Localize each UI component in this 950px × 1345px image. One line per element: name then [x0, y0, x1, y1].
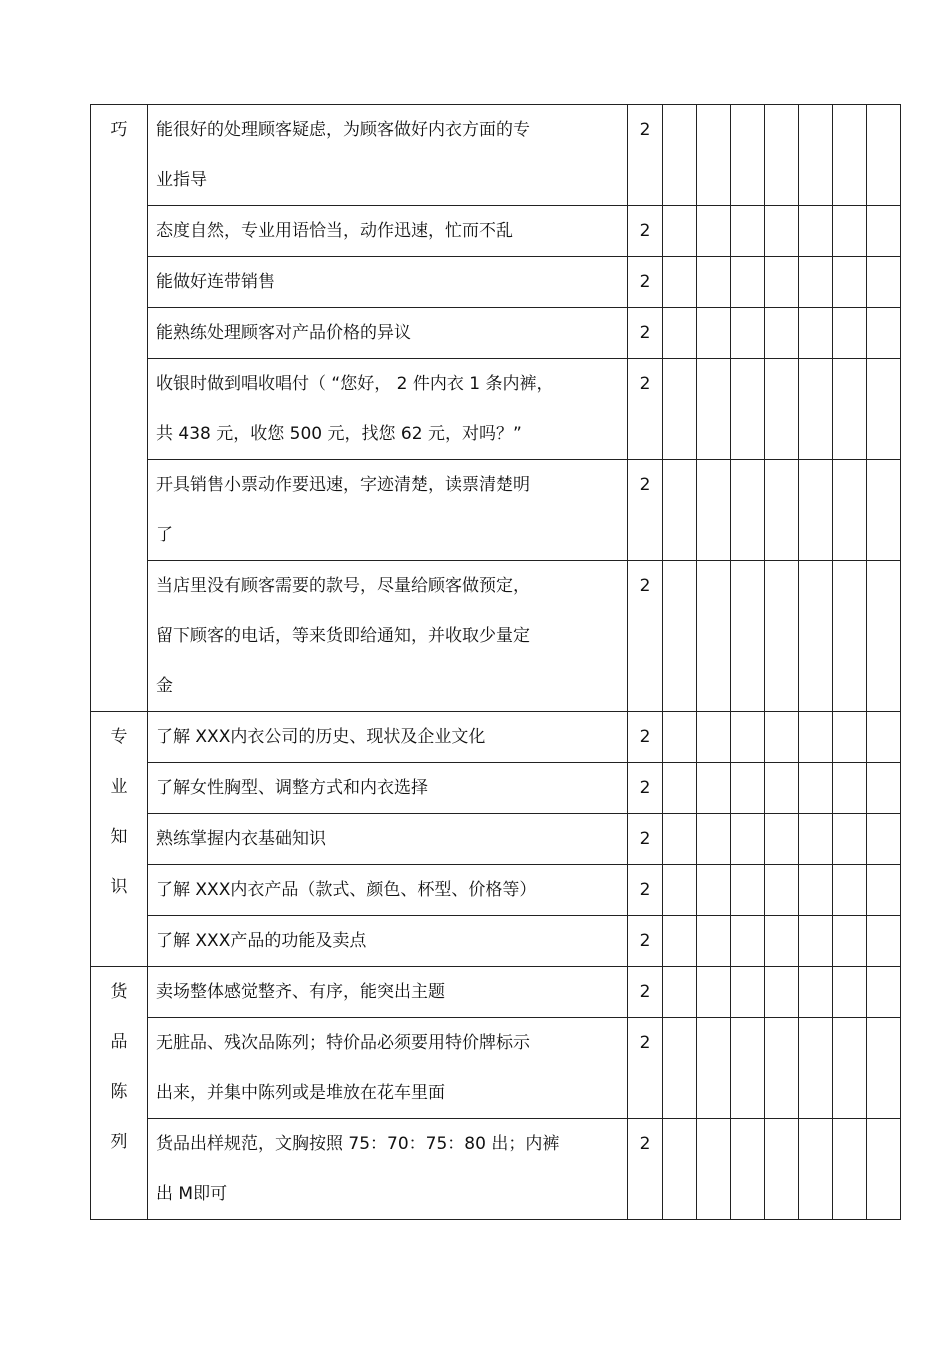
rating-cell[interactable] — [731, 865, 765, 916]
rating-cell[interactable] — [833, 308, 867, 359]
rating-cell[interactable] — [765, 206, 799, 257]
criteria-cell — [148, 308, 628, 359]
rating-cell[interactable] — [663, 359, 697, 460]
score-cell: 2 — [628, 712, 663, 763]
rating-cell[interactable] — [731, 1119, 765, 1220]
rating-cell[interactable] — [799, 1119, 833, 1220]
rating-cell[interactable] — [697, 359, 731, 460]
score-cell: 2 — [628, 967, 663, 1018]
rating-cell[interactable] — [833, 865, 867, 916]
rating-cell[interactable] — [799, 712, 833, 763]
rating-cell[interactable] — [833, 105, 867, 206]
criteria-text: 了 — [156, 525, 173, 545]
rating-cell[interactable] — [867, 763, 901, 814]
criteria-text: 金 — [156, 676, 173, 696]
rating-cell[interactable] — [867, 865, 901, 916]
evaluation-table — [90, 104, 901, 1220]
rating-cell[interactable] — [731, 967, 765, 1018]
rating-cell[interactable] — [765, 865, 799, 916]
rating-cell[interactable] — [697, 865, 731, 916]
category-char: 列 — [110, 1132, 128, 1152]
table-row — [91, 257, 901, 308]
rating-cell[interactable] — [867, 1018, 901, 1119]
criteria-text: 当店里没有顾客需要的款号，尽量给顾客做预定， — [156, 576, 530, 596]
rating-cell[interactable] — [731, 763, 765, 814]
rating-cell[interactable] — [833, 359, 867, 460]
score-cell: 2 — [628, 1119, 663, 1220]
rating-cell[interactable] — [765, 105, 799, 206]
criteria-cell — [148, 206, 628, 257]
criteria-text: 能很好的处理顾客疑虑，为顾客做好内衣方面的专 — [156, 120, 530, 140]
table-row — [91, 206, 901, 257]
criteria-text: 熟练掌握内衣基础知识 — [156, 829, 326, 849]
score-cell: 2 — [628, 257, 663, 308]
score-cell: 2 — [628, 865, 663, 916]
table-row — [91, 308, 901, 359]
rating-cell[interactable] — [731, 561, 765, 712]
table-row — [91, 1018, 901, 1119]
rating-cell[interactable] — [663, 865, 697, 916]
rating-cell[interactable] — [867, 359, 901, 460]
rating-cell[interactable] — [731, 206, 765, 257]
criteria-cell — [148, 257, 628, 308]
rating-cell[interactable] — [731, 814, 765, 865]
table-row — [91, 359, 901, 460]
rating-cell[interactable] — [867, 308, 901, 359]
rating-cell[interactable] — [867, 561, 901, 712]
rating-cell[interactable] — [765, 967, 799, 1018]
rating-cell[interactable] — [799, 460, 833, 561]
rating-cell[interactable] — [765, 712, 799, 763]
score-cell: 2 — [628, 206, 663, 257]
rating-cell[interactable] — [765, 1119, 799, 1220]
table-row — [91, 1119, 901, 1220]
category-char: 陈 — [110, 1082, 128, 1102]
rating-cell[interactable] — [765, 257, 799, 308]
rating-cell[interactable] — [765, 460, 799, 561]
rating-cell[interactable] — [867, 206, 901, 257]
rating-cell[interactable] — [663, 814, 697, 865]
category-char: 品 — [110, 1032, 128, 1052]
category-char: 货 — [110, 982, 128, 1002]
rating-cell[interactable] — [697, 967, 731, 1018]
score-cell: 2 — [628, 814, 663, 865]
rating-cell[interactable] — [731, 359, 765, 460]
criteria-text: 无脏品、残次品陈列；特价品必须要用特价牌标示 — [156, 1033, 530, 1053]
rating-cell[interactable] — [663, 1018, 697, 1119]
score-cell: 2 — [628, 763, 663, 814]
rating-cell[interactable] — [833, 206, 867, 257]
rating-cell[interactable] — [731, 460, 765, 561]
rating-cell[interactable] — [697, 561, 731, 712]
score-cell: 2 — [628, 105, 663, 206]
rating-cell[interactable] — [867, 814, 901, 865]
rating-cell[interactable] — [731, 712, 765, 763]
rating-cell[interactable] — [663, 712, 697, 763]
rating-cell[interactable] — [867, 105, 901, 206]
rating-cell[interactable] — [799, 916, 833, 967]
rating-cell[interactable] — [765, 308, 799, 359]
table-row — [91, 814, 901, 865]
rating-cell[interactable] — [833, 712, 867, 763]
category-char: 业 — [110, 777, 128, 797]
rating-cell[interactable] — [867, 916, 901, 967]
rating-cell[interactable] — [697, 1018, 731, 1119]
rating-cell[interactable] — [799, 561, 833, 712]
criteria-cell — [148, 1119, 628, 1220]
criteria-text: 卖场整体感觉整齐、有序，能突出主题 — [156, 982, 445, 1002]
category-char: 知 — [110, 827, 128, 847]
criteria-text: 出来，并集中陈列或是堆放在花车里面 — [156, 1083, 445, 1103]
rating-cell[interactable] — [663, 967, 697, 1018]
criteria-text: 了解 XXX产品的功能及卖点 — [156, 931, 367, 951]
rating-cell[interactable] — [867, 967, 901, 1018]
criteria-text: 出 M即可 — [156, 1184, 228, 1204]
table-body — [91, 105, 901, 1220]
rating-cell[interactable] — [799, 967, 833, 1018]
rating-cell[interactable] — [731, 916, 765, 967]
rating-cell[interactable] — [833, 257, 867, 308]
criteria-text: 了解女性胸型、调整方式和内衣选择 — [156, 778, 428, 798]
rating-cell[interactable] — [833, 1018, 867, 1119]
rating-cell[interactable] — [765, 359, 799, 460]
criteria-cell — [148, 105, 628, 206]
rating-cell[interactable] — [833, 561, 867, 712]
criteria-text: 了解 XXX内衣产品（款式、颜色、杯型、价格等） — [156, 880, 537, 900]
category-cell — [91, 105, 148, 712]
category-char: 识 — [110, 877, 128, 897]
rating-cell[interactable] — [867, 1119, 901, 1220]
table-row — [91, 105, 901, 206]
rating-cell[interactable] — [663, 308, 697, 359]
rating-cell[interactable] — [697, 814, 731, 865]
rating-cell[interactable] — [799, 763, 833, 814]
rating-cell[interactable] — [833, 763, 867, 814]
criteria-text: 能做好连带销售 — [156, 272, 275, 292]
criteria-text: 共 438 元，收您 500 元，找您 62 元，对吗？” — [156, 424, 522, 444]
category-char: 专 — [110, 727, 128, 747]
rating-cell[interactable] — [697, 460, 731, 561]
rating-cell[interactable] — [697, 257, 731, 308]
rating-cell[interactable] — [663, 561, 697, 712]
category-cell — [91, 967, 148, 1220]
rating-cell[interactable] — [663, 257, 697, 308]
rating-cell[interactable] — [765, 916, 799, 967]
rating-cell[interactable] — [765, 1018, 799, 1119]
score-cell: 2 — [628, 916, 663, 967]
rating-cell[interactable] — [799, 206, 833, 257]
criteria-text: 开具销售小票动作要迅速，字迹清楚，读票清楚明 — [156, 475, 530, 495]
criteria-cell — [148, 916, 628, 967]
rating-cell[interactable] — [799, 814, 833, 865]
rating-cell[interactable] — [799, 308, 833, 359]
rating-cell[interactable] — [867, 257, 901, 308]
rating-cell[interactable] — [697, 916, 731, 967]
criteria-text: 业指导 — [156, 170, 207, 190]
rating-cell[interactable] — [697, 105, 731, 206]
criteria-cell — [148, 763, 628, 814]
rating-cell[interactable] — [663, 105, 697, 206]
rating-cell[interactable] — [731, 257, 765, 308]
criteria-text: 态度自然，专业用语恰当，动作迅速，忙而不乱 — [156, 221, 513, 241]
score-cell: 2 — [628, 561, 663, 712]
rating-cell[interactable] — [799, 359, 833, 460]
table-row — [91, 865, 901, 916]
rating-cell[interactable] — [663, 206, 697, 257]
rating-cell[interactable] — [765, 814, 799, 865]
criteria-text: 了解 XXX内衣公司的历史、现状及企业文化 — [156, 727, 486, 747]
rating-cell[interactable] — [799, 105, 833, 206]
table-row — [91, 916, 901, 967]
rating-cell[interactable] — [731, 1018, 765, 1119]
rating-cell[interactable] — [765, 763, 799, 814]
rating-cell[interactable] — [799, 1018, 833, 1119]
score-cell: 2 — [628, 359, 663, 460]
rating-cell[interactable] — [731, 308, 765, 359]
rating-cell[interactable] — [697, 763, 731, 814]
rating-cell[interactable] — [833, 967, 867, 1018]
table-row — [91, 561, 901, 712]
rating-cell[interactable] — [697, 206, 731, 257]
criteria-cell — [148, 712, 628, 763]
table-row — [91, 712, 901, 763]
score-cell: 2 — [628, 1018, 663, 1119]
rating-cell[interactable] — [663, 1119, 697, 1220]
rating-cell[interactable] — [697, 1119, 731, 1220]
rating-cell[interactable] — [833, 1119, 867, 1220]
rating-cell[interactable] — [867, 712, 901, 763]
criteria-text: 收银时做到唱收唱付（ “您好， 2 件内衣 1 条内裤， — [156, 374, 554, 394]
criteria-cell — [148, 967, 628, 1018]
rating-cell[interactable] — [799, 257, 833, 308]
rating-cell[interactable] — [799, 865, 833, 916]
rating-cell[interactable] — [833, 916, 867, 967]
criteria-text: 能熟练处理顾客对产品价格的异议 — [156, 323, 411, 343]
criteria-cell — [148, 865, 628, 916]
criteria-text: 留下顾客的电话，等来货即给通知，并收取少量定 — [156, 626, 530, 646]
rating-cell[interactable] — [833, 460, 867, 561]
score-cell: 2 — [628, 308, 663, 359]
table-row — [91, 460, 901, 561]
rating-cell[interactable] — [663, 916, 697, 967]
rating-cell[interactable] — [731, 105, 765, 206]
rating-cell[interactable] — [765, 561, 799, 712]
criteria-cell — [148, 561, 628, 712]
criteria-cell — [148, 460, 628, 561]
criteria-text: 货品出样规范，文胸按照 75：70：75：80 出；内裤 — [156, 1134, 560, 1154]
category-char: 巧 — [110, 120, 128, 140]
criteria-cell — [148, 1018, 628, 1119]
criteria-cell — [148, 814, 628, 865]
score-cell: 2 — [628, 460, 663, 561]
rating-cell[interactable] — [663, 460, 697, 561]
table-row — [91, 763, 901, 814]
rating-cell[interactable] — [697, 712, 731, 763]
rating-cell[interactable] — [663, 763, 697, 814]
rating-cell[interactable] — [697, 308, 731, 359]
rating-cell[interactable] — [867, 460, 901, 561]
criteria-cell — [148, 359, 628, 460]
category-cell — [91, 712, 148, 967]
table-row — [91, 967, 901, 1018]
rating-cell[interactable] — [833, 814, 867, 865]
